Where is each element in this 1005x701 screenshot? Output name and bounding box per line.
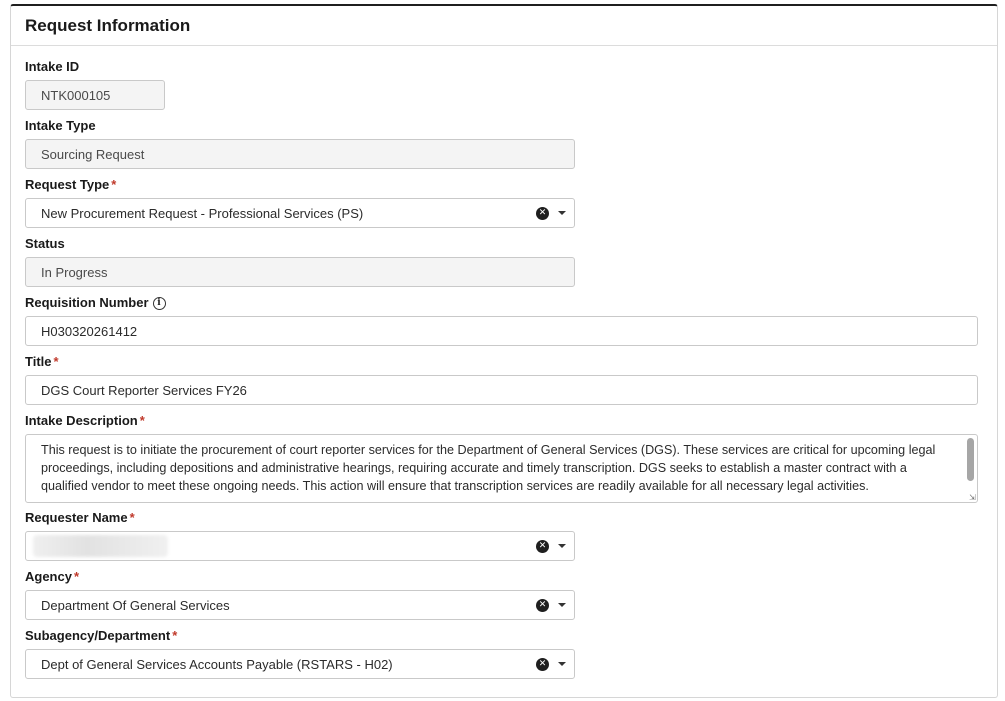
info-icon[interactable]: i xyxy=(153,297,166,310)
status-label: Status xyxy=(25,236,65,251)
clear-icon[interactable]: ✕ xyxy=(536,540,549,553)
requester-name-label: Requester Name * xyxy=(25,510,135,525)
agency-label: Agency * xyxy=(25,569,80,584)
title-label: Title * xyxy=(25,354,59,369)
intake-id-field xyxy=(25,58,165,110)
required-marker: * xyxy=(139,413,145,428)
intake-type-input[interactable]: Sourcing Request xyxy=(25,139,575,169)
title-input[interactable]: DGS Court Reporter Services FY26 xyxy=(25,375,978,405)
status-input[interactable]: In Progress xyxy=(25,257,575,287)
requisition-number-field xyxy=(25,294,978,346)
subagency-label: Subagency/Department * xyxy=(25,628,178,643)
intake-description-field xyxy=(25,412,978,503)
intake-type-label: Intake Type xyxy=(25,118,96,133)
status-field xyxy=(25,235,575,287)
request-type-select[interactable]: New Procurement Request - Professional Services (PS) ✕ xyxy=(25,198,575,228)
textarea-scrollbar[interactable] xyxy=(966,437,975,500)
title-field xyxy=(25,353,978,405)
subagency-select[interactable]: Dept of General Services Accounts Payable (RSTARS - H02) ✕ xyxy=(25,649,575,679)
required-marker: * xyxy=(53,354,59,369)
subagency-field xyxy=(25,627,575,679)
requisition-number-label: Requisition Number i xyxy=(25,294,978,312)
intake-type-field xyxy=(25,117,575,169)
required-marker: * xyxy=(129,510,135,525)
required-marker: * xyxy=(172,628,178,643)
scroll-thumb[interactable] xyxy=(967,438,974,481)
agency-select[interactable]: Department Of General Services ✕ xyxy=(25,590,575,620)
request-information-panel xyxy=(10,4,998,698)
required-marker: * xyxy=(111,177,117,192)
resize-handle-icon[interactable]: ⇲ xyxy=(969,493,976,502)
request-type-field xyxy=(25,176,575,228)
caret-down-icon[interactable] xyxy=(558,211,566,215)
clear-icon[interactable]: ✕ xyxy=(536,207,549,220)
intake-id-label: Intake ID xyxy=(25,59,80,74)
caret-down-icon[interactable] xyxy=(558,662,566,666)
clear-icon[interactable]: ✕ xyxy=(536,658,549,671)
required-marker: * xyxy=(73,569,80,584)
clear-icon[interactable]: ✕ xyxy=(536,599,549,612)
intake-id-input[interactable]: NTK000105 xyxy=(25,80,165,110)
requester-name-field xyxy=(25,509,575,561)
intake-description-textarea[interactable]: This request is to initiate the procurement of court reporter services for the Department of General Services (DGS). These services are critical for upcoming legal proceedings, including depositions and administrative hearings, requiring accurate and timely transcription. DGS seeks to establish a master contract with a qualified vendor to meet these ongoing needs. This action will ensure that transcription services are readily available for all necessary legal activities. ⇲ xyxy=(25,434,978,503)
agency-field xyxy=(25,568,575,620)
request-type-label: Request Type * xyxy=(25,177,117,192)
caret-down-icon[interactable] xyxy=(558,603,566,607)
caret-down-icon[interactable] xyxy=(558,544,566,548)
panel-title: Request Information xyxy=(11,6,997,46)
intake-description-label: Intake Description * xyxy=(25,413,145,428)
requester-name-select[interactable] xyxy=(25,531,575,561)
redacted-requester-name xyxy=(33,535,168,557)
requisition-number-input[interactable]: H030320261412 xyxy=(25,316,978,346)
